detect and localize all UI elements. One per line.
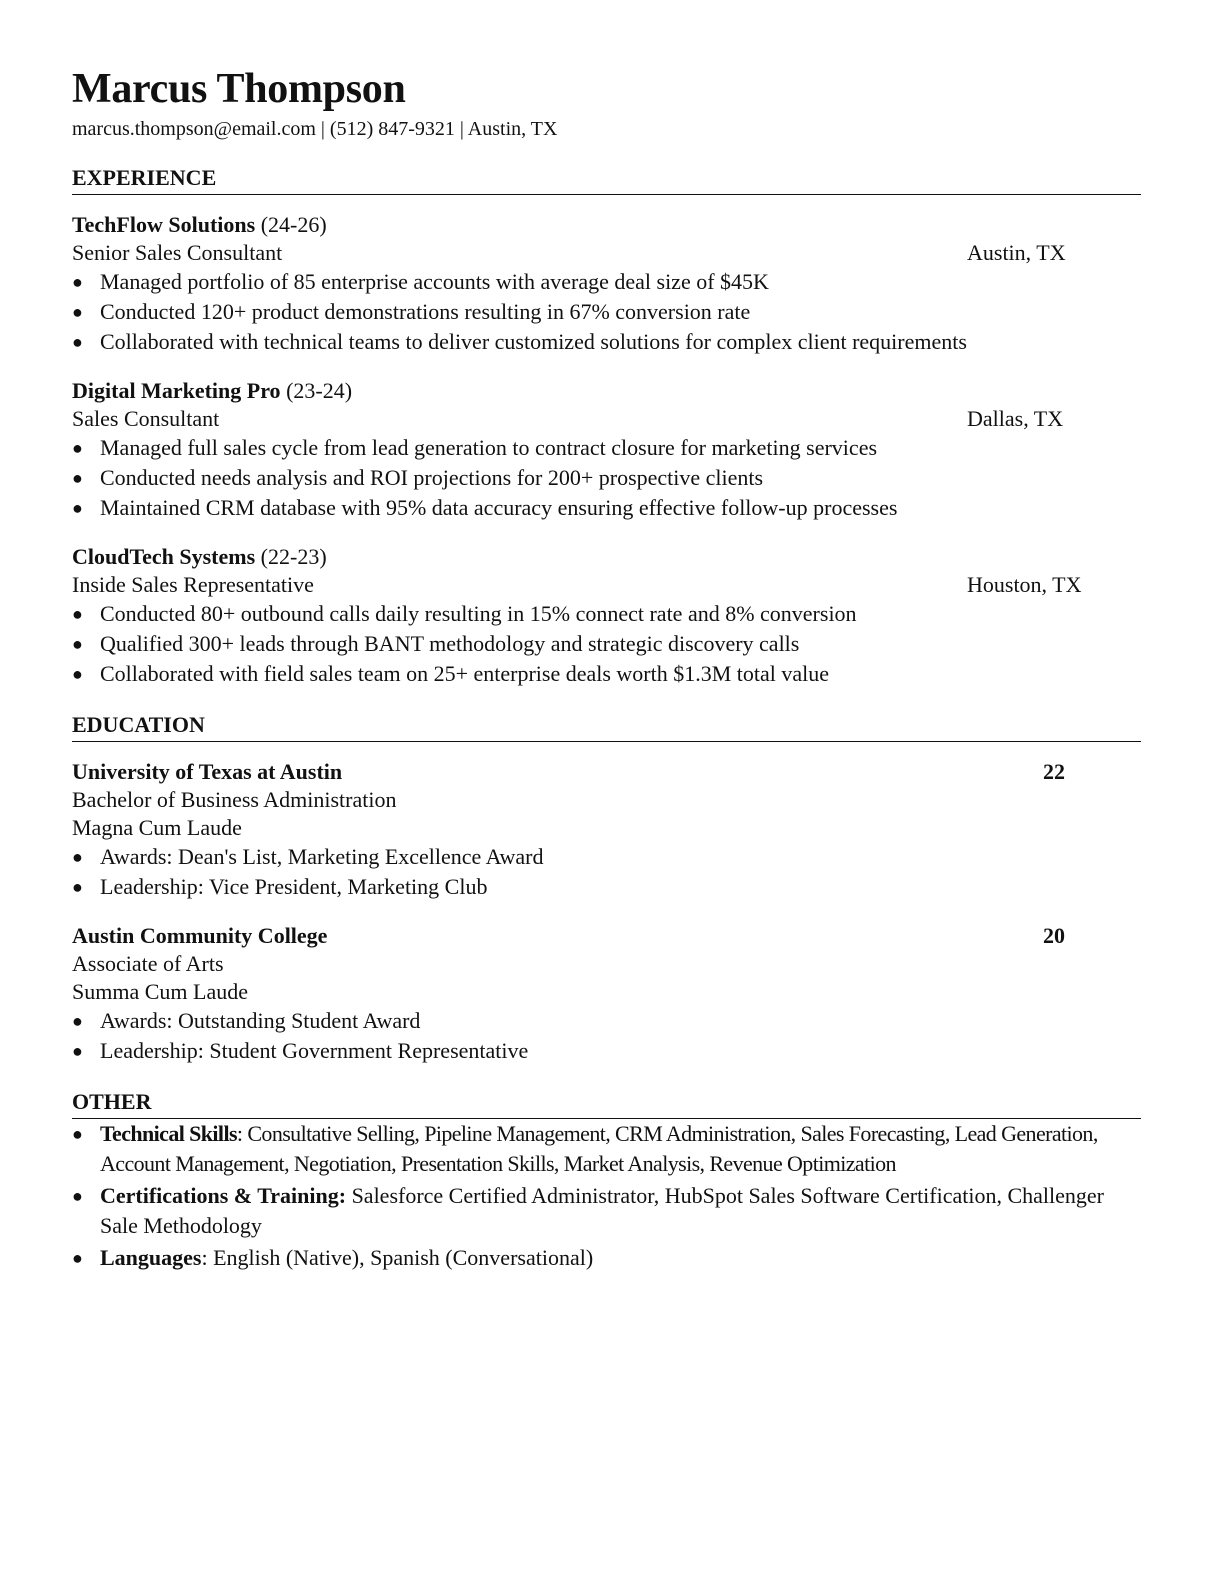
section-title-education: EDUCATION: [72, 711, 1141, 742]
job-role: Inside Sales Representative: [72, 572, 314, 597]
list-item: ● Maintained CRM database with 95% data accuracy ensuring effective follow-up processes: [72, 493, 1141, 523]
bullet-icon: ●: [72, 438, 83, 458]
other-section: [72, 1088, 1141, 1273]
job-dates: (22-23): [255, 544, 327, 569]
list-item: ● Managed full sales cycle from lead generation to contract closure for marketing services: [72, 433, 1141, 463]
bullet-icon: ●: [72, 1124, 83, 1144]
job-entry: [72, 211, 1141, 357]
education-bullets: [72, 1006, 1141, 1066]
certifications-label: Certifications & Training:: [100, 1183, 347, 1208]
job-role: Senior Sales Consultant: [72, 240, 283, 265]
education-entry: [72, 922, 1141, 1066]
company-name: CloudTech Systems: [72, 544, 256, 569]
degree: Bachelor of Business Administration: [72, 787, 397, 812]
list-item: ● Conducted needs analysis and ROI projections for 200+ prospective clients: [72, 463, 1141, 493]
job-bullets: [72, 267, 1141, 357]
job-location: Dallas, TX: [967, 406, 1064, 431]
candidate-name: Marcus Thompson: [72, 66, 406, 112]
job-location: Austin, TX: [967, 240, 1066, 265]
bullet-icon: ●: [72, 498, 83, 518]
bullet-icon: ●: [72, 634, 83, 654]
certifications-text: Salesforce Certified Administrator, HubSpot Sales Software Certification, Challenger Sale Methodology: [100, 1183, 1104, 1238]
bullet-icon: ●: [72, 1041, 83, 1061]
resume-page: [72, 62, 1141, 1273]
graduation-year: 22: [1043, 759, 1065, 784]
list-item: ● Conducted 120+ product demonstrations resulting in 67% conversion rate: [72, 297, 1141, 327]
job-role: Sales Consultant: [72, 406, 220, 431]
company-name: TechFlow Solutions: [72, 212, 256, 237]
job-entry: [72, 543, 1141, 689]
company-name: Digital Marketing Pro: [72, 378, 281, 403]
section-title-other: OTHER: [72, 1088, 1141, 1119]
bullet-icon: ●: [72, 468, 83, 488]
list-item: ● Languages: English (Native), Spanish (Conversational): [72, 1243, 1141, 1273]
graduation-year: 20: [1043, 923, 1065, 948]
school-name: Austin Community College: [72, 923, 328, 948]
job-dates: (24-26): [255, 212, 327, 237]
languages-label: Languages: [100, 1245, 202, 1270]
education-section: [72, 711, 1141, 1066]
honors: Summa Cum Laude: [72, 979, 248, 1004]
education-bullets: [72, 842, 1141, 902]
list-item: ● Managed portfolio of 85 enterprise accounts with average deal size of $45K: [72, 267, 1141, 297]
bullet-icon: ●: [72, 332, 83, 352]
list-item: ● Collaborated with field sales team on 25+ enterprise deals worth $1.3M total value: [72, 659, 1141, 689]
job-entry: [72, 377, 1141, 523]
bullet-icon: ●: [72, 1011, 83, 1031]
list-item: ● Qualified 300+ leads through BANT methodology and strategic discovery calls: [72, 629, 1141, 659]
bullet-icon: ●: [72, 1248, 83, 1268]
experience-section: [72, 164, 1141, 689]
bullet-icon: ●: [72, 302, 83, 322]
list-item: ● Leadership: Vice President, Marketing Club: [72, 872, 1141, 902]
list-item: ● Leadership: Student Government Representative: [72, 1036, 1141, 1066]
degree: Associate of Arts: [72, 951, 224, 976]
bullet-icon: ●: [72, 664, 83, 684]
education-entry: [72, 758, 1141, 902]
job-bullets: [72, 433, 1141, 523]
job-dates: (23-24): [280, 378, 353, 403]
list-item: ● Technical Skills: Consultative Selling, Pipeline Management, CRM Administration, Sales Forecasting, Lead Generation, Account Management, Negotiation, Presentation Skills, Market Analysis, Revenue Optimization: [72, 1121, 1098, 1176]
languages-text: English (Native), Spanish (Conversational): [213, 1245, 594, 1270]
list-item: ● Awards: Dean's List, Marketing Excellence Award: [72, 842, 1141, 872]
honors: Magna Cum Laude: [72, 815, 242, 840]
other-bullets: [72, 1119, 1141, 1273]
bullet-icon: ●: [72, 1186, 83, 1206]
skills-text: Consultative Selling, Pipeline Management, CRM Administration, Sales Forecasting, Lead Generation, Account Management, Negotiation, Presentation Skills, Market Analysis, Revenue Optimization: [100, 1121, 1098, 1176]
job-bullets: [72, 599, 1141, 689]
list-item: ● Collaborated with technical teams to deliver customized solutions for complex client requirements: [72, 327, 1141, 357]
list-item: ● Awards: Outstanding Student Award: [72, 1006, 1141, 1036]
bullet-icon: ●: [72, 877, 83, 897]
job-location: Houston, TX: [967, 572, 1082, 597]
bullet-icon: ●: [72, 272, 83, 292]
contact-line: marcus.thompson@email.com | (512) 847-9321 | Austin, TX: [72, 118, 558, 140]
bullet-icon: ●: [72, 847, 83, 867]
section-title-experience: EXPERIENCE: [72, 164, 1141, 195]
list-item: [72, 1181, 1141, 1241]
list-item: ● Conducted 80+ outbound calls daily resulting in 15% connect rate and 8% conversion: [72, 599, 1141, 629]
skills-label: Technical Skills: [100, 1121, 237, 1146]
bullet-icon: ●: [72, 604, 83, 624]
school-name: University of Texas at Austin: [72, 759, 343, 784]
